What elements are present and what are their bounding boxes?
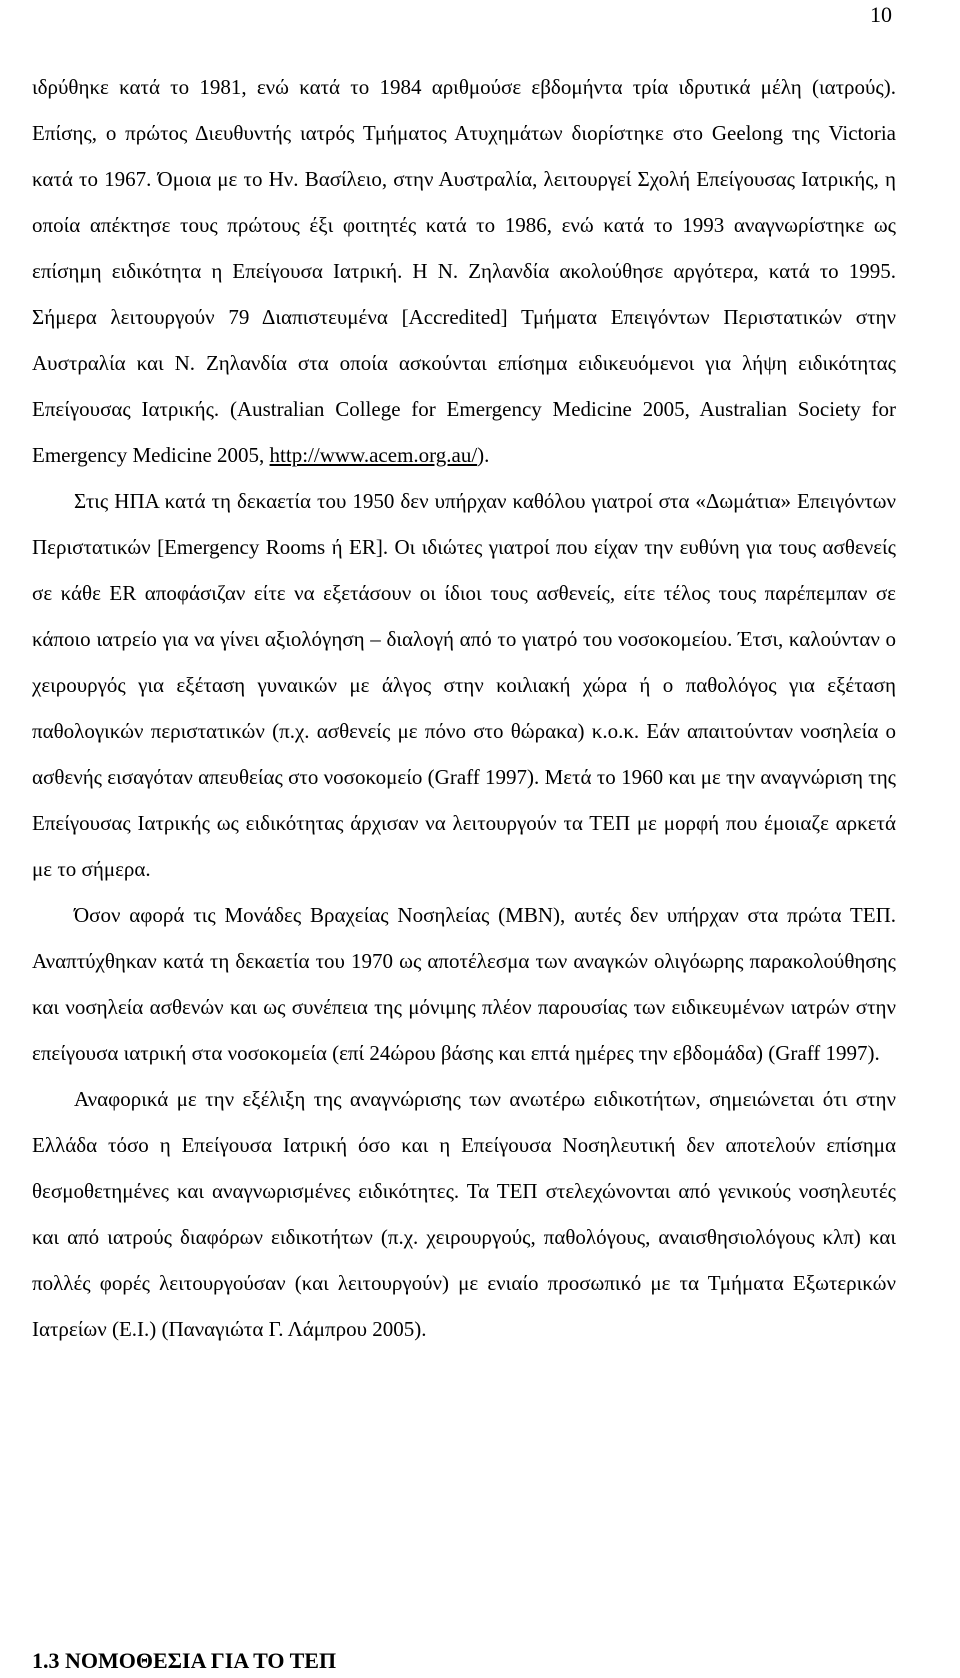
page-number: 10 [870, 2, 892, 27]
document-body [32, 64, 896, 1352]
paragraph-4: Αναφορικά με την εξέλιξη της αναγνώρισης των ανωτέρω ειδικοτήτων, σημειώνεται ότι στην Ελλάδα τόσο η Επείγουσα Ιατρική όσο και η Επείγουσα Νοσηλευτική δεν αποτελούν επίσημα θεσμοθετημένες και αναγνωρισμένες ειδικότητες. Τα ΤΕΠ στελεχώνονται από γενικούς νοσηλευτές και από ιατρούς διαφόρων ειδικοτήτων (π.χ. χειρουργούς, παθολόγους, αναισθησιολόγους κλπ) και πολλές φορές λειτουργούσαν (και λειτουργούν) με ενιαίο προσωπικό με τα Τμήματα Εξωτερικών Ιατρείων (Ε.Ι.) (Παναγιώτα Γ. Λάμπρου 2005). [32, 1087, 896, 1341]
section-heading: 1.3 ΝΟΜΟΘΕΣΙΑ ΓΙΑ ΤΟ ΤΕΠ [32, 1648, 337, 1673]
acem-link[interactable]: http://www.acem.org.au/ [269, 443, 478, 467]
paragraph-2: Στις ΗΠΑ κατά τη δεκαετία του 1950 δεν υπήρχαν καθόλου γιατροί στα «Δωμάτια» Επειγόντων Περιστατικών [Emergency Rooms ή ER]. Οι ιδιώτες γιατροί που είχαν την ευθύνη για τους ασθενείς σε κάθε ER αποφάσιζαν είτε να εξετάσουν οι ίδιοι τους ασθενείς, είτε τέλος τους παρέπεμπαν σε κάποιο ιατρείο για να γίνει αξιολόγηση – διαλογή από το γιατρό του νοσοκομείου. Έτσι, καλούνταν ο χειρουργός για εξέταση γυναικών με άλγος στην κοιλιακή χώρα ή ο παθολόγος για εξέταση παθολογικών περιστατικών (π.χ. ασθενείς με πόνο στο θώρακα) κ.ο.κ. Εάν απαιτούνταν νοσηλεία ο ασθενής εισαγόταν απευθείας στο νοσοκομείο (Graff 1997). Μετά το 1960 και με την αναγνώριση της Επείγουσας Ιατρικής ως ειδικότητας άρχισαν να λειτουργούν τα ΤΕΠ με μορφή που έμοιαζε αρκετά με το σήμερα. [32, 489, 896, 881]
paragraph-1-text: ιδρύθηκε κατά το 1981, ενώ κατά το 1984 αριθμούσε εβδομήντα τρία ιδρυτικά μέλη (ιατρούς). Επίσης, ο πρώτος Διευθυντής ιατρός Τμήματος Ατυχημάτων διορίστηκε στο Geelong της Victoria κατά το 1967. Όμοια με το Ην. Βασίλειο, στην Αυστραλία, λειτουργεί Σχολή Επείγουσας Ιατρικής, η οποία απέκτησε τους πρώτους έξι φοιτητές κατά το 1986, ενώ κατά το 1993 αναγνωρίστηκε ως επίσημη ειδικότητα η Επείγουσα Ιατρική. Η Ν. Ζηλανδία ακολούθησε αργότερα, κατά το 1995. Σήμερα λειτουργούν 79 Διαπιστευμένα [Accredited] Τμήματα Επειγόντων Περιστατικών στην Αυστραλία και Ν. Ζηλανδία στα οποία ασκούνται επίσημα ειδικευόμενοι για λήψη ειδικότητας Επείγουσας Ιατρικής. (Australian College for Emergency Medicine 2005, Australian Society for Emergency Medicine 2005, [32, 75, 896, 467]
paragraph-3: Όσον αφορά τις Μονάδες Βραχείας Νοσηλείας (ΜΒΝ), αυτές δεν υπήρχαν στα πρώτα ΤΕΠ. Αναπτύχθηκαν κατά τη δεκαετία του 1970 ως αποτέλεσμα των αναγκών ολιγόωρης παρακολούθησης και νοσηλεία ασθενών και ως συνέπεια της μόνιμης πλέον παρουσίας των ειδικευμένων ιατρών στην επείγουσα ιατρική στα νοσοκομεία (επί 24ώρου βάσης και επτά ημέρες την εβδομάδα) (Graff 1997). [32, 903, 896, 1065]
paragraph-1-end: ). [477, 443, 490, 467]
paragraph-1 [32, 64, 896, 478]
